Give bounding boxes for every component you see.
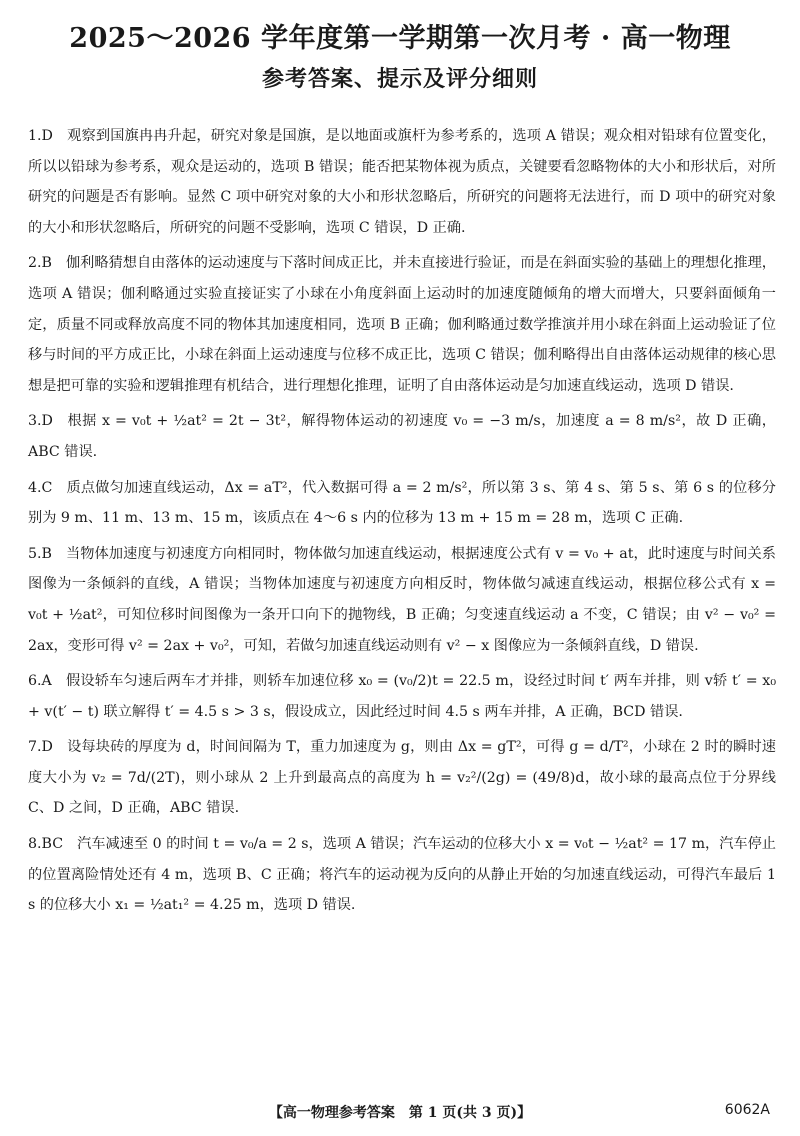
question-6 xyxy=(28,666,776,727)
question-text: 假设轿车匀速后两车才并排，则轿车加速位移 x₀ = (v₀/2)t = 22.5 m，设经过时间 t′ 两车并排，则 v轿 t′ = x₀ + v(t′ − t) 联立解得 t′ = 4.5 s > 3 s，假设成立，因此经过时间 4.5 s 两车并排，A 正确，BCD 错误. xyxy=(28,673,776,720)
question-number: 1.D xyxy=(28,128,53,144)
question-number: 7.D xyxy=(28,739,53,756)
question-number: 8.BC xyxy=(28,836,64,853)
question-text: 设每块砖的厚度为 d，时间间隔为 T，重力加速度为 g，则由 Δx = gT²，可得 g = d/T²，小球在 2 时的瞬时速度大小为 v₂ = 7d/(2T)，则小球从 2 上升到最高点的高度为 h = v₂²/(2g) = (49/8)d，故小球的最高点位于分界线 C、D 之间，D 正确，ABC 错误. xyxy=(28,739,776,817)
page-subtitle: 参考答案、提示及评分细则 xyxy=(261,66,538,92)
question-number: 4.C xyxy=(28,479,53,496)
document-code: 6062A xyxy=(724,1102,770,1118)
question-number: 5.B xyxy=(28,545,52,562)
question-text: 观察到国旗冉冉升起，研究对象是国旗，是以地面或旗杆为参考系的，选项 A 错误；观众相对铅球有位置变化，所以以铅球为参考系，观众是运动的，选项 B 错误；能否把某物体视为质点，关键要看忽略物体的大小和形状后，对所研究的问题是否有影响。显然 C 项中研究对象的大小和形状忽略后，所研究的问题将无法进行，而 D 项中的研究对象的大小和形状忽略后，所研究的问题不受影响，选项 C 错误，D 正确. xyxy=(28,128,776,236)
question-text: 根据 x = v₀t + ½at² = 2t − 3t²，解得物体运动的初速度 v₀ = −3 m/s，加速度 a = 8 m/s²，故 D 正确，ABC 错误. xyxy=(28,413,776,460)
question-text: 质点做匀加速直线运动，Δx = aT²，代入数据可得 a = 2 m/s²，所以第 3 s、第 4 s、第 5 s、第 6 s 的位移分别为 9 m、11 m、13 m、15 m，该质点在 4～6 s 内的位移为 13 m + 15 m = 28 m，选项 C 正确. xyxy=(28,479,776,527)
question-number: 2.B xyxy=(28,255,52,272)
question-7 xyxy=(28,732,776,824)
question-number: 6.A xyxy=(28,673,52,690)
question-4 xyxy=(28,473,776,534)
question-8 xyxy=(28,829,776,921)
question-3 xyxy=(28,406,776,467)
question-text: 当物体加速度与初速度方向相同时，物体做匀加速直线运动，根据速度公式有 v = v₀ + at，此时速度与时间关系图像为一条倾斜的直线，A 错误；当物体加速度与初速度方向相反时，物体做匀减速直线运动，根据位移公式有 x = v₀t + ½at²，可知位移时间图像为一条开口向下的抛物线，B 正确；匀变速直线运动 a 不变，C 错误；由 v² − v₀² = 2ax，变形可得 v² = 2ax + v₀²，可知，若做匀加速直线运动则有 v² − x 图像应为一条倾斜直线，D 错误. xyxy=(28,545,776,654)
question-text: 汽车减速至 0 的时间 t = v₀/a = 2 s，选项 A 错误；汽车运动的位移大小 x = v₀t − ½at² = 17 m，汽车停止的位置离险情处还有 4 m，选项 B、C 正确；将汽车的运动视为反向的从静止开始的匀加速直线运动，可得汽车最后 1 s 的位移大小 x₁ = ½at₁² = 4.25 m，选项 D 错误. xyxy=(28,836,776,914)
question-text: 伽利略猜想自由落体的运动速度与下落时间成正比，并未直接进行验证，而是在斜面实验的基础上的理想化推理，选项 A 错误；伽利略通过实验直接证实了小球在小角度斜面上运动时的加速度随倾角的增大而增大，只要斜面倾角一定，质量不同或释放高度不同的物体其加速度相同，选项 B 正确；伽利略通过数学推演并用小球在斜面上运动验证了位移与时间的平方成正比，小球在斜面上运动速度与位移不成正比，选项 C 错误；伽利略得出自由落体运动规律的核心思想是把可靠的实验和逻辑推理有机结合，进行理想化推理，证明了自由落体运动是匀加速直线运动，选项 D 错误. xyxy=(28,255,776,394)
question-number: 3.D xyxy=(28,413,53,430)
answer-list xyxy=(28,121,776,926)
question-5 xyxy=(28,539,776,661)
page-footer: 【高一物理参考答案 第 1 页(共 3 页)】 xyxy=(268,1105,532,1121)
page-title: 2025～2026 学年度第一学期第一次月考 · 高一物理 xyxy=(69,23,731,54)
question-1 xyxy=(28,121,776,243)
question-2 xyxy=(28,248,776,401)
